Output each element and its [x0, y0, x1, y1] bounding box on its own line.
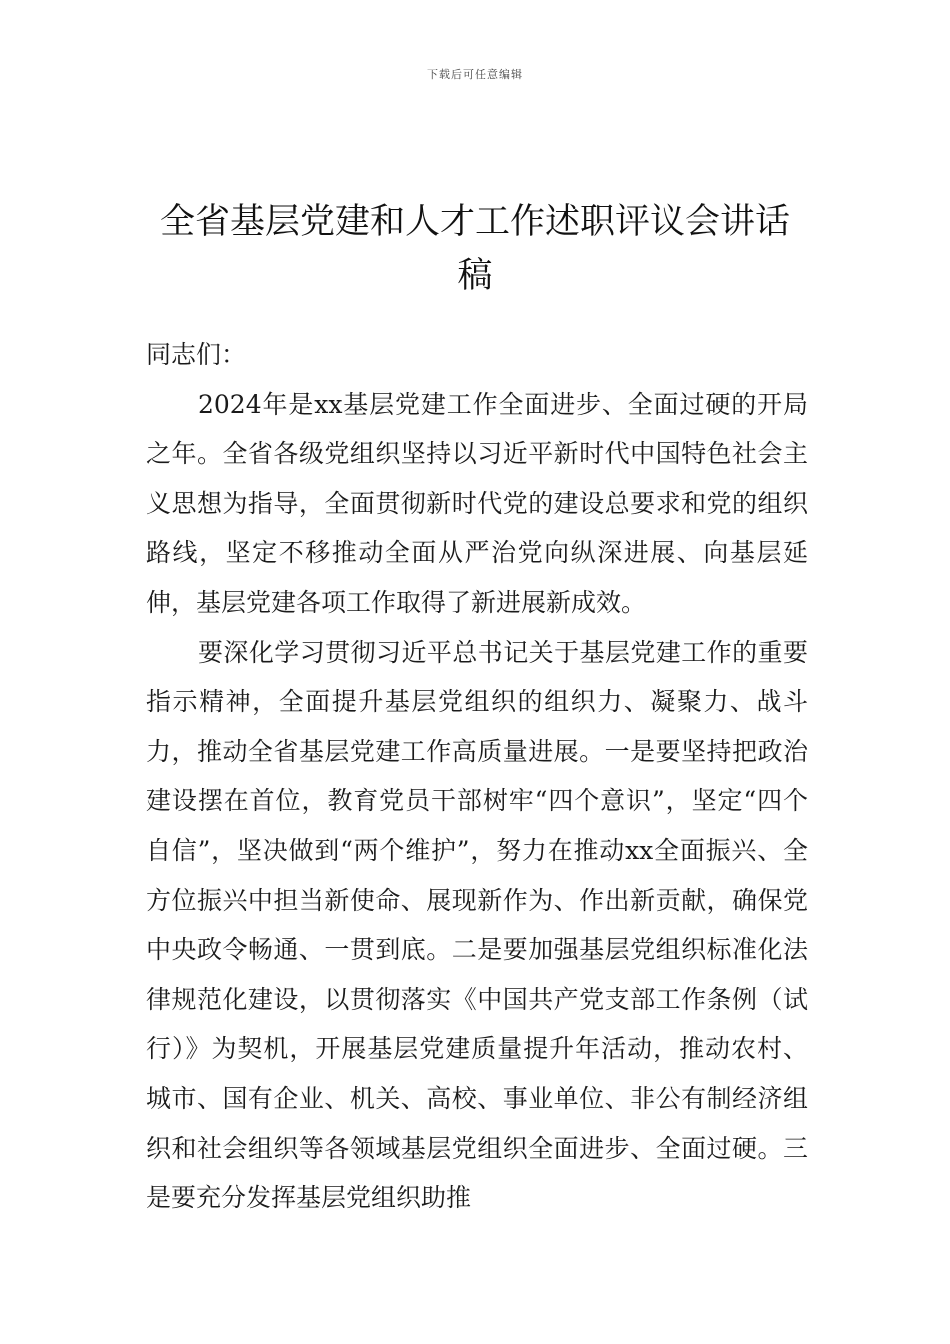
- paragraph: 2024年是xx基层党建工作全面进步、全面过硬的开局之年。全省各级党组织坚持以习近平新时代中国特色社会主义思想为指导，全面贯彻新时代党的建设总要求和党的组织路线，坚定不移推动全面从严治党向纵深进展、向基层延伸，基层党建各项工作取得了新进展新成效。: [146, 389, 808, 617]
- salutation: 同志们：: [146, 340, 247, 369]
- document-title: 全省基层党建和人才工作述职评议会讲话稿: [159, 202, 790, 297]
- header-note: 下载后可任意编辑: [427, 68, 523, 81]
- document-body: [146, 330, 808, 1223]
- paragraph: 要深化学习贯彻习近平总书记关于基层党建工作的重要指示精神，全面提升基层党组织的组织力、凝聚力、战斗力，推动全省基层党建工作高质量进展。一是要坚持把政治建设摆在首位，教育党员干部树牢“四个意识”，坚定“四个自信”，坚决做到“两个维护”，努力在推动xx全面振兴、全方位振兴中担当新使命、展现新作为、作出新贡献，确保党中央政令畅通、一贯到底。二是要加强基层党组织标准化法律规范化建设，以贯彻落实《中国共产党支部工作条例（试行）》为契机，开展基层党建质量提升年活动，推动农村、城市、国有企业、机关、高校、事业单位、非公有制经济组织和社会组织等各领域基层党组织全面进步、全面过硬。三是要充分发挥基层党组织助推: [146, 637, 808, 1213]
